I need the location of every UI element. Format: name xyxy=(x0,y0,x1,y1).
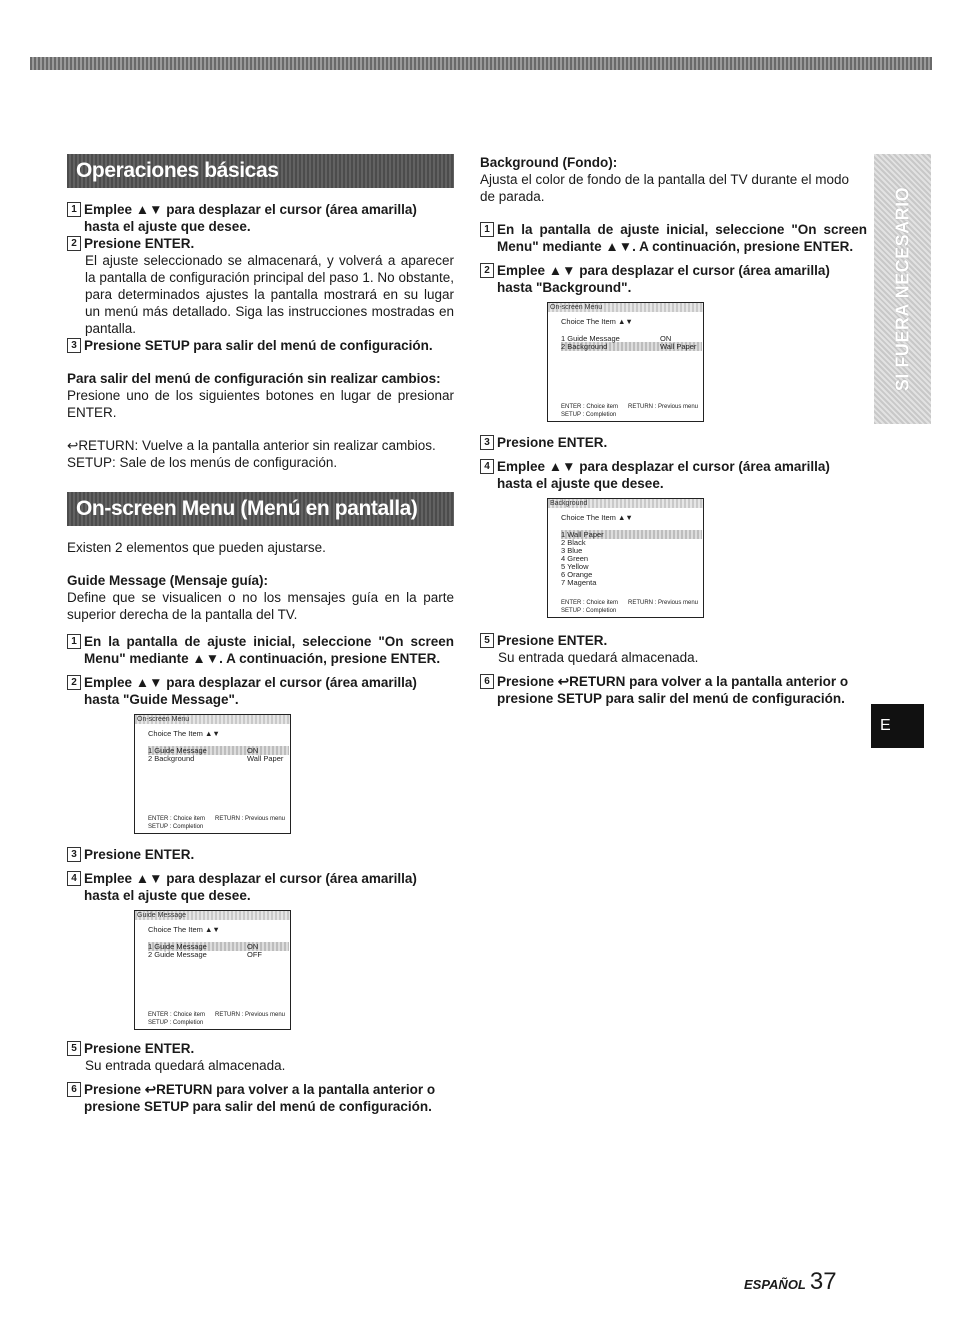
osd-background: Background Choice The Item ▲▼ 1 Wall Paper 2 Black 3 Blue 4 Green 5 Yellow 6 Orange 7 Magenta ENTER : Choice item RETURN : Previous menu SETUP : Completion xyxy=(547,498,704,618)
footer-language: ESPAÑOL xyxy=(744,1277,806,1292)
background-heading: Background (Fondo): xyxy=(480,155,618,170)
step-number: 2 xyxy=(67,675,81,690)
step-number: 6 xyxy=(67,1082,81,1097)
bg-step-1: 1 En la pantalla de ajuste inicial, seleccione "On screen Menu" mediante ▲▼. A continuación, presione ENTER. xyxy=(480,221,867,255)
bg-step-2: 2 Emplee ▲▼ para desplazar el cursor (área amarilla) hasta "Background". xyxy=(480,262,867,296)
step-2: 2 Presione ENTER. xyxy=(67,235,454,252)
guide-step-5: 5 Presione ENTER. xyxy=(67,1040,454,1057)
right-column xyxy=(480,154,867,707)
step-number: 6 xyxy=(480,674,494,689)
step-number: 5 xyxy=(480,633,494,648)
step-number: 3 xyxy=(480,435,494,450)
return-arrow-icon: ↩ xyxy=(557,674,570,689)
step-number: 4 xyxy=(67,871,81,886)
step-number: 1 xyxy=(67,202,81,217)
step-3: 3 Presione SETUP para salir del menú de configuración. xyxy=(67,337,454,354)
step-number: 1 xyxy=(67,634,81,649)
guide-step-3: 3 Presione ENTER. xyxy=(67,846,454,863)
side-tab-si-fuera-necesario: SI FUERA NECESARIO xyxy=(874,154,931,424)
osd-onscreen-menu: On-screen Menu Choice The Item ▲▼ 1 Guide Message ON 2 Background Wall Paper ENTER : Choice item RETURN : Previous menu SETUP : Completion xyxy=(134,714,291,834)
page-number: 37 xyxy=(809,1268,837,1295)
bg-step-5: 5 Presione ENTER. xyxy=(480,632,867,649)
section-banner-basic-operations: Operaciones básicas xyxy=(67,154,454,188)
exit-body: Presione uno de los siguientes botones en lugar de presionar ENTER. xyxy=(67,388,454,420)
left-column xyxy=(67,154,454,1115)
background-body: Ajusta el color de fondo de la pantalla del TV durante el modo de parada. xyxy=(480,172,849,204)
step-number: 3 xyxy=(67,847,81,862)
step-number: 5 xyxy=(67,1041,81,1056)
guide-step-5-body: Su entrada quedará almacenada. xyxy=(85,1058,286,1073)
step-number: 2 xyxy=(67,236,81,251)
guide-step-4: 4 Emplee ▲▼ para desplazar el cursor (área amarilla) hasta el ajuste que desee. xyxy=(67,870,454,904)
guide-heading: Guide Message (Mensaje guía): xyxy=(67,573,269,588)
guide-body: Define que se visualicen o no los mensajes guía en la parte superior derecha de la pantalla del TV. xyxy=(67,590,454,622)
page-footer xyxy=(744,1268,837,1296)
step-number: 2 xyxy=(480,263,494,278)
guide-step-1: 1 En la pantalla de ajuste inicial, seleccione "On screen Menu" mediante ▲▼. A continuación, presione ENTER. xyxy=(67,633,454,667)
return-arrow-icon: ↩ xyxy=(67,438,79,453)
bg-step-4: 4 Emplee ▲▼ para desplazar el cursor (área amarilla) hasta el ajuste que desee. xyxy=(480,458,867,492)
top-decorative-band xyxy=(30,57,932,70)
guide-step-2: 2 Emplee ▲▼ para desplazar el cursor (área amarilla) hasta "Guide Message". xyxy=(67,674,454,708)
osd-onscreen-menu-bg: On-screen Menu Choice The Item ▲▼ 1 Guide Message ON 2 Background Wall Paper ENTER : Choice item RETURN : Previous menu SETUP : Completion xyxy=(547,302,704,422)
step-number: 3 xyxy=(67,338,81,353)
intro-text: Existen 2 elementos que pueden ajustarse. xyxy=(67,540,326,555)
step-number: 4 xyxy=(480,459,494,474)
exit-heading: Para salir del menú de configuración sin realizar cambios: xyxy=(67,371,441,386)
step-1: 1 Emplee ▲▼ para desplazar el cursor (área amarilla) hasta el ajuste que desee. xyxy=(67,201,454,235)
osd-guide-message: Guide Message Choice The Item ▲▼ 1 Guide Message ON 2 Guide Message OFF ENTER : Choice item RETURN : Previous menu SETUP : Completion xyxy=(134,910,291,1030)
section-banner-onscreen-menu: On-screen Menu (Menú en pantalla) xyxy=(67,492,454,526)
guide-step-6: 6 Presione ↩RETURN para volver a la pantalla anterior o presione SETUP para salir del menú de configuración. xyxy=(67,1081,454,1115)
language-tab-e: E xyxy=(871,704,924,748)
step-number: 1 xyxy=(480,222,494,237)
setup-line: SETUP: Sale de los menús de configuración. xyxy=(67,455,338,470)
step-2-body: El ajuste seleccionado se almacenará, y volverá a aparecer la pantalla de configuración principal del paso 1. No obstante, para determinados ajustes la pantalla mostrará en su lugar un menú más detallado. Siga las instrucciones mostradas en pantalla. xyxy=(85,253,454,336)
return-line: ↩RETURN: Vuelve a la pantalla anterior sin realizar cambios. xyxy=(67,438,436,453)
bg-step-6: 6 Presione ↩RETURN para volver a la pantalla anterior o presione SETUP para salir del menú de configuración. xyxy=(480,673,867,707)
return-arrow-icon: ↩ xyxy=(144,1082,157,1097)
bg-step-3: 3 Presione ENTER. xyxy=(480,434,867,451)
bg-step-5-body: Su entrada quedará almacenada. xyxy=(498,650,699,665)
